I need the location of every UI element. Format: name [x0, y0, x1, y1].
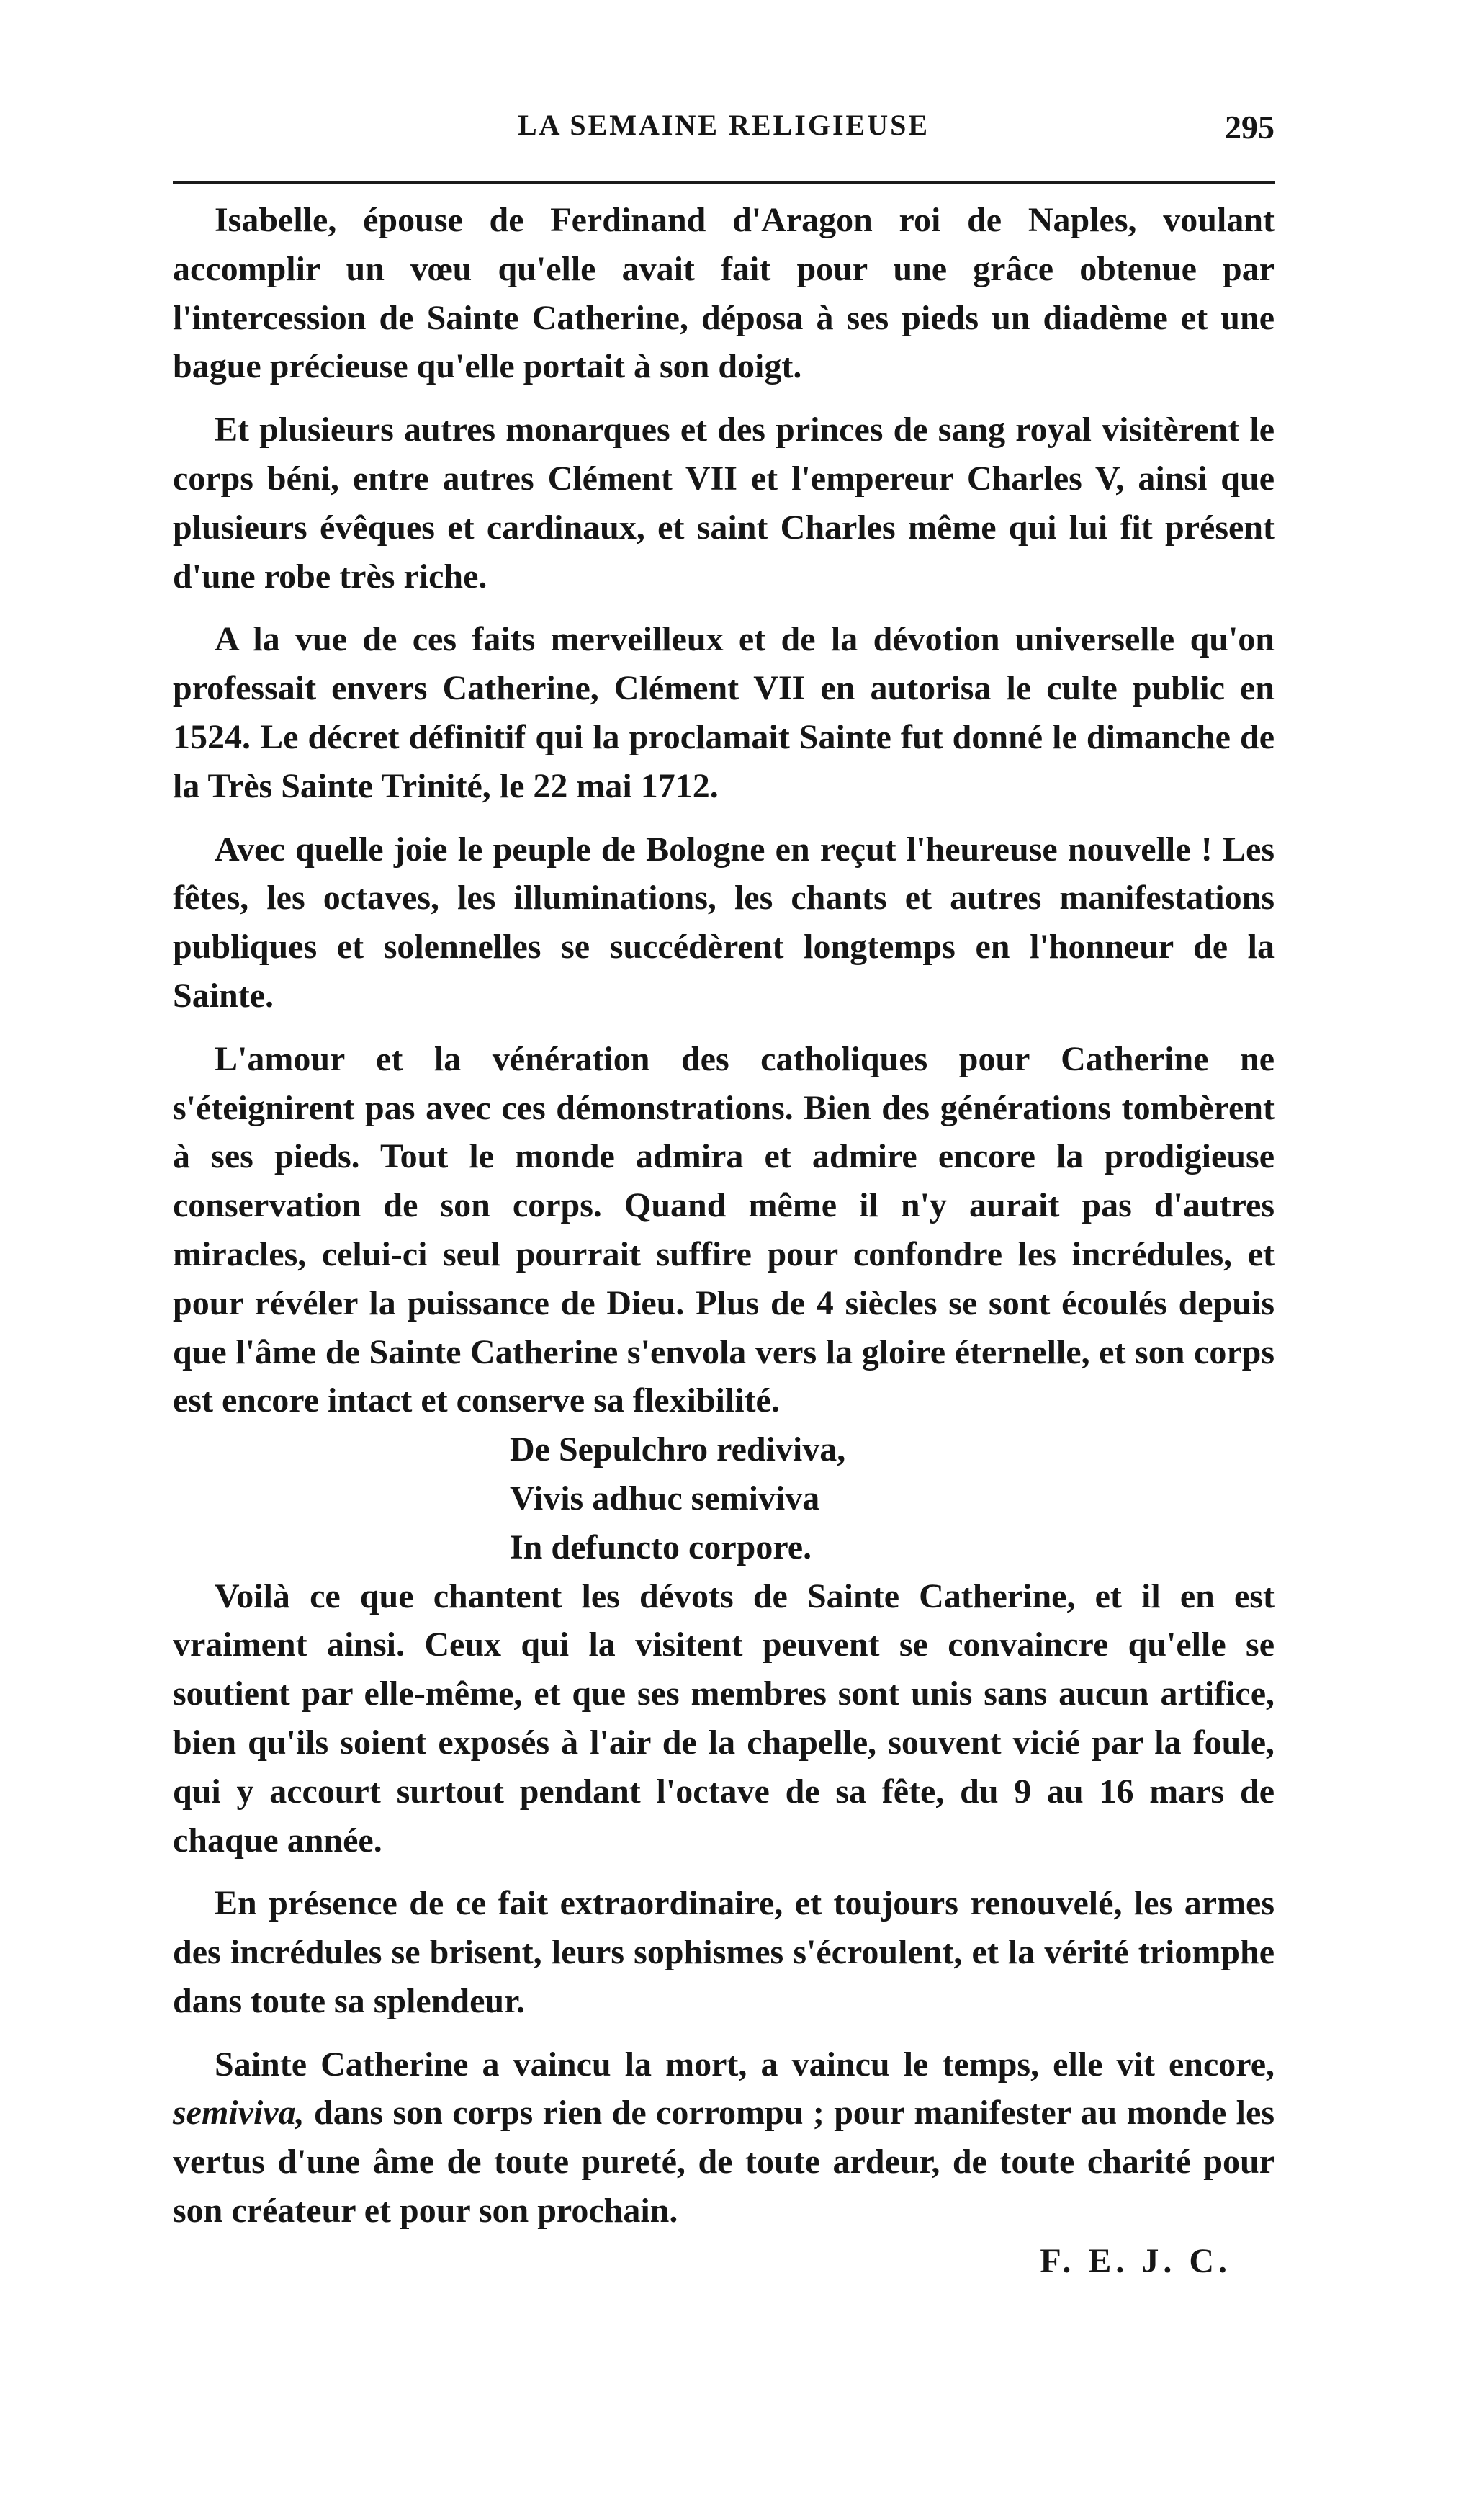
paragraph-bologne: Avec quelle joie le peuple de Bologne en reçut l'heureuse nouvelle ! Les fêtes, les octaves, les illuminations, les chants et autres manifestations publiques et solennelles se succédèrent longtemps en l'honneur de la Sainte.	[173, 830, 1275, 1015]
italic-word-semiviva: semiviva,	[173, 2094, 305, 2133]
page-number: 295	[1225, 109, 1275, 145]
paragraph-devots: Voilà ce que chantent les dévots de Sainte Catherine, et il en est vraiment ainsi. Ceux qui la visitent peuvent se convaincre qu'elle se soutient par elle-même, et que ses membres sont unis sans aucun artifice, bien qu'ils soient exposés à l'air de la chapelle, souvent vicié par la foule, qui y accourt surtout pendant l'octave de sa fête, du 9 au 16 mars de chaque année.	[173, 1577, 1275, 1860]
page-header	[173, 108, 1275, 158]
latin-verse	[173, 1425, 1275, 1571]
paragraph-incredules: En présence de ce fait extraordinaire, et toujours renouvelé, les armes des incrédules se brisent, leurs sophismes s'écroulent, et la vérité triomphe dans toute sa splendeur.	[173, 1884, 1275, 2020]
text-segment: dans son corps rien de corrompu ; pour manifester au monde les vertus d'une âme de toute pureté, de toute ardeur, de toute charité pour son créateur et pour son prochain.	[173, 2094, 1275, 2230]
running-title: LA SEMAINE RELIGIEUSE	[517, 109, 930, 141]
paragraph-veneration: L'amour et la vénération des catholiques pour Catherine ne s'éteignirent pas avec ces démonstrations. Bien des générations tombèrent à ses pieds. Tout le monde admira et admire encore la prodigieuse conservation de son corps. Quand même il n'y aurait pas d'autres miracles, celui-ci seul pourrait suffire pour confondre les incrédules, et pour révéler la puissance de Dieu. Plus de 4 siècles se sont écoulés depuis que l'âme de Sainte Catherine s'envola vers la gloire éternelle, et son corps est encore intact et conserve sa flexibilité.	[173, 1039, 1275, 1420]
author-signature: F. E. J. C.	[1040, 2241, 1231, 2280]
paragraph-monarques: Et plusieurs autres monarques et des princes de sang royal visitèrent le corps béni, entre autres Clément VII et l'empereur Charles V, ainsi que plusieurs évêques et cardinaux, et saint Charles même qui lui fit présent d'une robe très riche.	[173, 411, 1275, 596]
paragraph-isabelle: Isabelle, épouse de Ferdinand d'Aragon roi de Naples, voulant accomplir un vœu qu'elle avait fait pour une grâce obtenue par l'intercession de Sainte Catherine, déposa à ses pieds un diadème et une bague précieuse qu'elle portait à son doigt.	[173, 201, 1275, 386]
verse-line: De Sepulchro rediviva,	[510, 1430, 846, 1469]
verse-line: Vivis adhuc semiviva	[510, 1479, 820, 1517]
verse-line: In defuncto corpore.	[510, 1528, 812, 1566]
text-segment: Sainte Catherine a vaincu la mort, a vaincu le temps, elle vit encore,	[215, 2045, 1275, 2084]
paragraph-vaincu-la-mort	[173, 2040, 1275, 2236]
article-body	[173, 196, 1275, 2286]
paragraph-culte-public: A la vue de ces faits merveilleux et de la dévotion universelle qu'on professait envers Catherine, Clément VII en autorisa le culte public en 1524. Le décret définitif qui la proclamait Sainte fut donné le dimanche de la Très Sainte Trinité, le 22 mai 1712.	[173, 620, 1275, 805]
header-rule	[173, 181, 1275, 184]
